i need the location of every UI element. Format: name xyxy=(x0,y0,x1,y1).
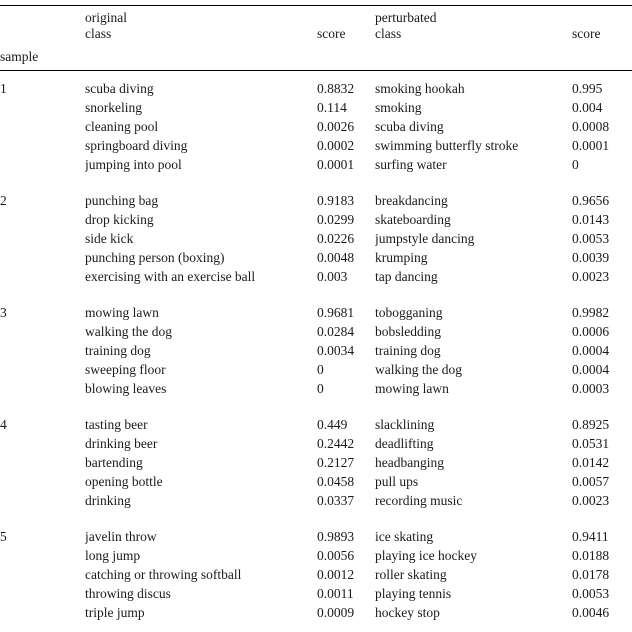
original-class-cell: jumping into pool xyxy=(85,157,182,172)
original-score-cell: 0.0009 xyxy=(317,605,355,620)
perturbated-score-cell: 0.0023 xyxy=(572,493,610,508)
table-row xyxy=(0,229,632,248)
perturbated-score-cell: 0.9982 xyxy=(572,305,610,320)
table-row xyxy=(0,360,632,379)
perturbated-class-cell: mowing lawn xyxy=(375,381,449,396)
original-class-cell: training dog xyxy=(85,343,151,358)
header-column-line xyxy=(0,26,632,42)
original-score-cell: 0.0011 xyxy=(317,586,354,601)
perturbated-class-cell: deadlifting xyxy=(375,436,434,451)
table-row xyxy=(0,565,632,584)
table-row xyxy=(0,584,632,603)
original-score-cell: 0 xyxy=(317,362,324,377)
original-score-cell: 0.2127 xyxy=(317,455,355,470)
perturbated-class-cell: tap dancing xyxy=(375,269,438,284)
header-original-class: class xyxy=(85,26,112,41)
table-row xyxy=(0,341,632,360)
header-original-group: original xyxy=(85,10,127,25)
perturbated-class-cell: smoking xyxy=(375,100,422,115)
sample-id-cell: 2 xyxy=(0,193,7,208)
perturbated-score-cell: 0.0178 xyxy=(572,567,610,582)
sample-id-cell: 3 xyxy=(0,305,7,320)
original-class-cell: scuba diving xyxy=(85,81,154,96)
table-row xyxy=(0,210,632,229)
original-class-cell: exercising with an exercise ball xyxy=(85,269,256,284)
original-class-cell: punching bag xyxy=(85,193,159,208)
original-class-cell: throwing discus xyxy=(85,586,171,601)
table-row xyxy=(0,415,632,434)
table-row xyxy=(0,191,632,210)
sample-group xyxy=(0,415,632,510)
perturbated-class-cell: breakdancing xyxy=(375,193,448,208)
original-class-cell: javelin throw xyxy=(85,529,157,544)
original-score-cell: 0.449 xyxy=(317,417,348,432)
header-perturbated-group: perturbated xyxy=(375,10,437,25)
original-score-cell: 0.9893 xyxy=(317,529,355,544)
table-row xyxy=(0,267,632,286)
perturbated-class-cell: bobsledding xyxy=(375,324,441,339)
original-class-cell: sweeping floor xyxy=(85,362,166,377)
original-class-cell: cleaning pool xyxy=(85,119,159,134)
perturbated-class-cell: pull ups xyxy=(375,474,419,489)
original-score-cell: 0.0299 xyxy=(317,212,355,227)
perturbated-score-cell: 0.0046 xyxy=(572,605,610,620)
original-score-cell: 0.0034 xyxy=(317,343,355,358)
table-row xyxy=(0,117,632,136)
original-class-cell: catching or throwing softball xyxy=(85,567,242,582)
table-row xyxy=(0,491,632,510)
perturbated-score-cell: 0.0006 xyxy=(572,324,610,339)
original-class-cell: drop kicking xyxy=(85,212,154,227)
header-original-score: score xyxy=(317,26,346,41)
original-score-cell: 0.003 xyxy=(317,269,348,284)
perturbated-score-cell: 0.0053 xyxy=(572,231,610,246)
original-class-cell: bartending xyxy=(85,455,143,470)
original-class-cell: drinking beer xyxy=(85,436,158,451)
perturbated-class-cell: training dog xyxy=(375,343,441,358)
original-class-cell: drinking xyxy=(85,493,131,508)
table-row xyxy=(0,453,632,472)
perturbated-class-cell: scuba diving xyxy=(375,119,444,134)
perturbated-class-cell: ice skating xyxy=(375,529,434,544)
table-row xyxy=(0,379,632,398)
perturbated-score-cell: 0.0004 xyxy=(572,343,610,358)
original-score-cell: 0 xyxy=(317,381,324,396)
perturbated-class-cell: roller skating xyxy=(375,567,447,582)
original-score-cell: 0.0012 xyxy=(317,567,355,582)
perturbated-score-cell: 0 xyxy=(572,157,579,172)
original-score-cell: 0.0458 xyxy=(317,474,355,489)
sample-id-cell: 5 xyxy=(0,529,7,544)
original-score-cell: 0.114 xyxy=(317,100,347,115)
perturbated-score-cell: 0.0004 xyxy=(572,362,610,377)
perturbated-score-cell: 0.0531 xyxy=(572,436,610,451)
perturbated-class-cell: slacklining xyxy=(375,417,435,432)
original-score-cell: 0.0048 xyxy=(317,250,355,265)
original-class-cell: walking the dog xyxy=(85,324,172,339)
original-class-cell: opening bottle xyxy=(85,474,163,489)
perturbated-score-cell: 0.0039 xyxy=(572,250,610,265)
table-row xyxy=(0,472,632,491)
original-score-cell: 0.0026 xyxy=(317,119,355,134)
original-class-cell: springboard diving xyxy=(85,138,188,153)
perturbated-class-cell: headbanging xyxy=(375,455,444,470)
perturbated-score-cell: 0.0143 xyxy=(572,212,610,227)
header-perturbated-score: score xyxy=(572,26,601,41)
perturbated-score-cell: 0.9656 xyxy=(572,193,610,208)
perturbated-score-cell: 0.0188 xyxy=(572,548,610,563)
original-score-cell: 0.0284 xyxy=(317,324,355,339)
table-row xyxy=(0,322,632,341)
original-class-cell: mowing lawn xyxy=(85,305,159,320)
perturbated-class-cell: swimming butterfly stroke xyxy=(375,138,519,153)
original-class-cell: long jump xyxy=(85,548,141,563)
perturbated-score-cell: 0.0008 xyxy=(572,119,610,134)
original-score-cell: 0.0226 xyxy=(317,231,355,246)
header-group-line xyxy=(0,10,632,26)
original-score-cell: 0.0337 xyxy=(317,493,355,508)
perturbated-class-cell: recording music xyxy=(375,493,463,508)
original-class-cell: blowing leaves xyxy=(85,381,167,396)
table-row xyxy=(0,98,632,117)
perturbated-class-cell: playing ice hockey xyxy=(375,548,477,563)
perturbated-class-cell: skateboarding xyxy=(375,212,451,227)
original-score-cell: 0.9681 xyxy=(317,305,355,320)
original-score-cell: 0.9183 xyxy=(317,193,355,208)
table-row xyxy=(0,79,632,98)
perturbated-class-cell: jumpstyle dancing xyxy=(375,231,475,246)
original-score-cell: 0.0056 xyxy=(317,548,355,563)
perturbated-score-cell: 0.8925 xyxy=(572,417,610,432)
perturbated-score-cell: 0.004 xyxy=(572,100,603,115)
original-class-cell: triple jump xyxy=(85,605,145,620)
perturbated-score-cell: 0.0142 xyxy=(572,455,610,470)
original-class-cell: snorkeling xyxy=(85,100,142,115)
table-row xyxy=(0,155,632,174)
perturbated-score-cell: 0.9411 xyxy=(572,529,609,544)
perturbated-class-cell: tobogganing xyxy=(375,305,443,320)
original-class-cell: side kick xyxy=(85,231,134,246)
perturbated-score-cell: 0.0023 xyxy=(572,269,610,284)
perturbated-class-cell: walking the dog xyxy=(375,362,462,377)
original-score-cell: 0.0002 xyxy=(317,138,355,153)
original-score-cell: 0.2442 xyxy=(317,436,355,451)
table-row xyxy=(0,546,632,565)
sample-group xyxy=(0,79,632,174)
sample-group xyxy=(0,303,632,398)
table-row xyxy=(0,603,632,622)
header-sample: sample xyxy=(0,49,39,64)
sample-group xyxy=(0,527,632,622)
table-row xyxy=(0,434,632,453)
table-row xyxy=(0,136,632,155)
perturbated-score-cell: 0.0003 xyxy=(572,381,610,396)
header-perturbated-class: class xyxy=(375,26,402,41)
perturbated-score-cell: 0.995 xyxy=(572,81,603,96)
original-class-cell: tasting beer xyxy=(85,417,148,432)
perturbated-class-cell: krumping xyxy=(375,250,428,265)
header-sample-line xyxy=(0,49,632,65)
perturbated-score-cell: 0.0053 xyxy=(572,586,610,601)
sample-id-cell: 4 xyxy=(0,417,7,432)
perturbated-score-cell: 0.0001 xyxy=(572,138,610,153)
table-row xyxy=(0,527,632,546)
perturbated-class-cell: smoking hookah xyxy=(375,81,465,96)
sample-group xyxy=(0,191,632,286)
table-header xyxy=(0,6,632,70)
perturbated-class-cell: hockey stop xyxy=(375,605,440,620)
perturbated-score-cell: 0.0057 xyxy=(572,474,610,489)
table-row xyxy=(0,248,632,267)
original-score-cell: 0.0001 xyxy=(317,157,355,172)
table-body xyxy=(0,71,632,622)
perturbated-class-cell: playing tennis xyxy=(375,586,452,601)
original-class-cell: punching person (boxing) xyxy=(85,250,225,265)
sample-id-cell: 1 xyxy=(0,81,7,96)
perturbated-class-cell: surfing water xyxy=(375,157,447,172)
table-row xyxy=(0,303,632,322)
original-score-cell: 0.8832 xyxy=(317,81,355,96)
